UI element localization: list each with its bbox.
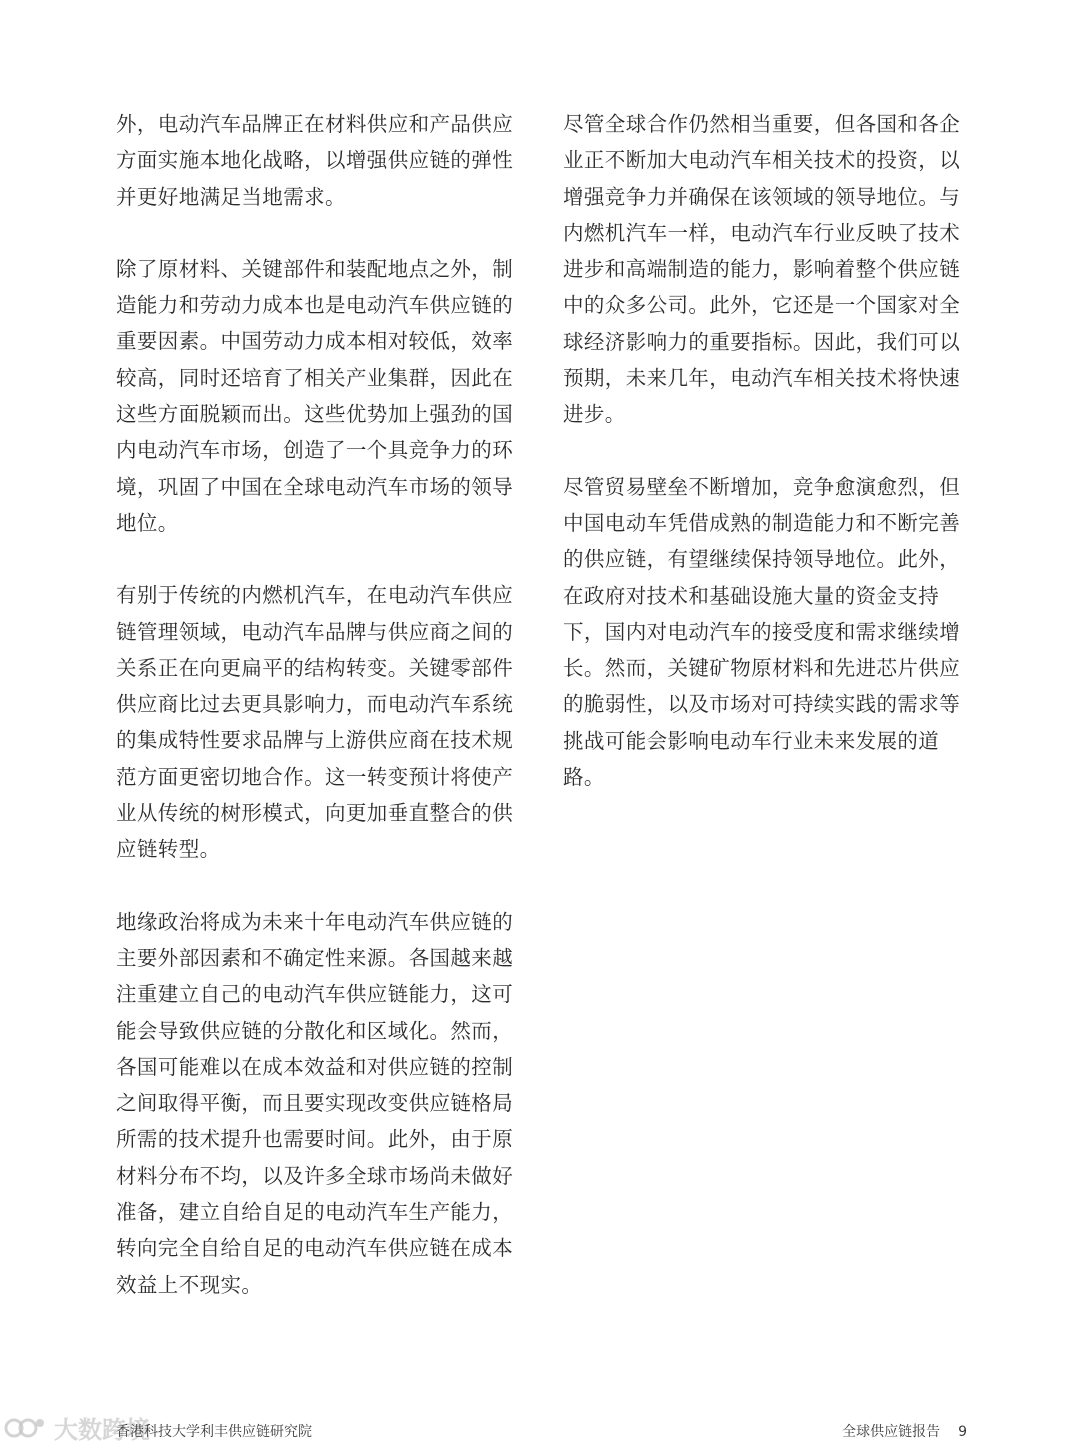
page-number: 9 bbox=[958, 1424, 967, 1440]
footer-right bbox=[842, 1418, 967, 1446]
paragraph: 尽管全球合作仍然相当重要，但各国和各企业正不断加大电动汽车相关技术的投资，以增强竞争力并确保在该领域的领导地位。与内燃机汽车一样，电动汽车行业反映了技术进步和高端制造的能力，影响着整个供应链中的众多公司。此外，它还是一个国家对全球经济影响力的重要指标。因此，我们可以预期，未来几年，电动汽车相关技术将快速进步。 bbox=[563, 112, 961, 427]
paragraph: 地缘政治将成为未来十年电动汽车供应链的主要外部因素和不确定性来源。各国越来越注重建立自己的电动汽车供应链能力，这可能会导致供应链的分散化和区域化。然而，各国可能难以在成本效益和对供应链的控制之间取得平衡，而且要实现改变供应链格局所需的技术提升也需要时间。此外，由于原材料分布不均，以及许多全球市场尚未做好准备，建立自给自足的电动汽车生产能力，转向完全自给自足的电动汽车供应链在成本效益上不现实。 bbox=[116, 909, 514, 1297]
right-text-column bbox=[563, 106, 967, 831]
footer-report-title: 全球供应链报告 bbox=[842, 1424, 941, 1440]
watermark-logo-icon bbox=[4, 1415, 48, 1441]
paragraph: 除了原材料、关键部件和装配地点之外，制造能力和劳动力成本也是电动汽车供应链的重要因素。中国劳动力成本相对较低，效率较高，同时还培育了相关产业集群，因此在这些方面脱颖而出。这些优势加上强劲的国内电动汽车市场，创造了一个具竞争力的环境，巩固了中国在全球电动汽车市场的领导地位。 bbox=[116, 256, 514, 535]
left-text-column bbox=[116, 106, 520, 1339]
paragraph: 尽管贸易壁垒不断增加，竞争愈演愈烈，但中国电动车凭借成熟的制造能力和不断完善的供应链，有望继续保持领导地位。此外，在政府对技术和基础设施大量的资金支持下，国内对电动汽车的接受度和需求继续增长。然而，关键矿物原材料和先进芯片供应的脆弱性，以及市场对可持续实践的需求等挑战可能会影响电动车行业未来发展的道路。 bbox=[563, 474, 961, 790]
footer-institute: 香港科技大学利丰供应链研究院 bbox=[116, 1424, 312, 1440]
watermark-text: 大数跨境 bbox=[54, 1416, 150, 1444]
paragraph: 外，电动汽车品牌正在材料供应和产品供应方面实施本地化战略，以增强供应链的弹性并更好地满足当地需求。 bbox=[116, 112, 514, 209]
paragraph: 有别于传统的内燃机汽车，在电动汽车供应链管理领域，电动汽车品牌与供应商之间的关系正在向更扁平的结构转变。关键零部件供应商比过去更具影响力，而电动汽车系统的集成特性要求品牌与上游供应商在技术规范方面更密切地合作。这一转变预计将使产业从传统的树形模式，向更加垂直整合的供应链转型。 bbox=[116, 583, 514, 862]
